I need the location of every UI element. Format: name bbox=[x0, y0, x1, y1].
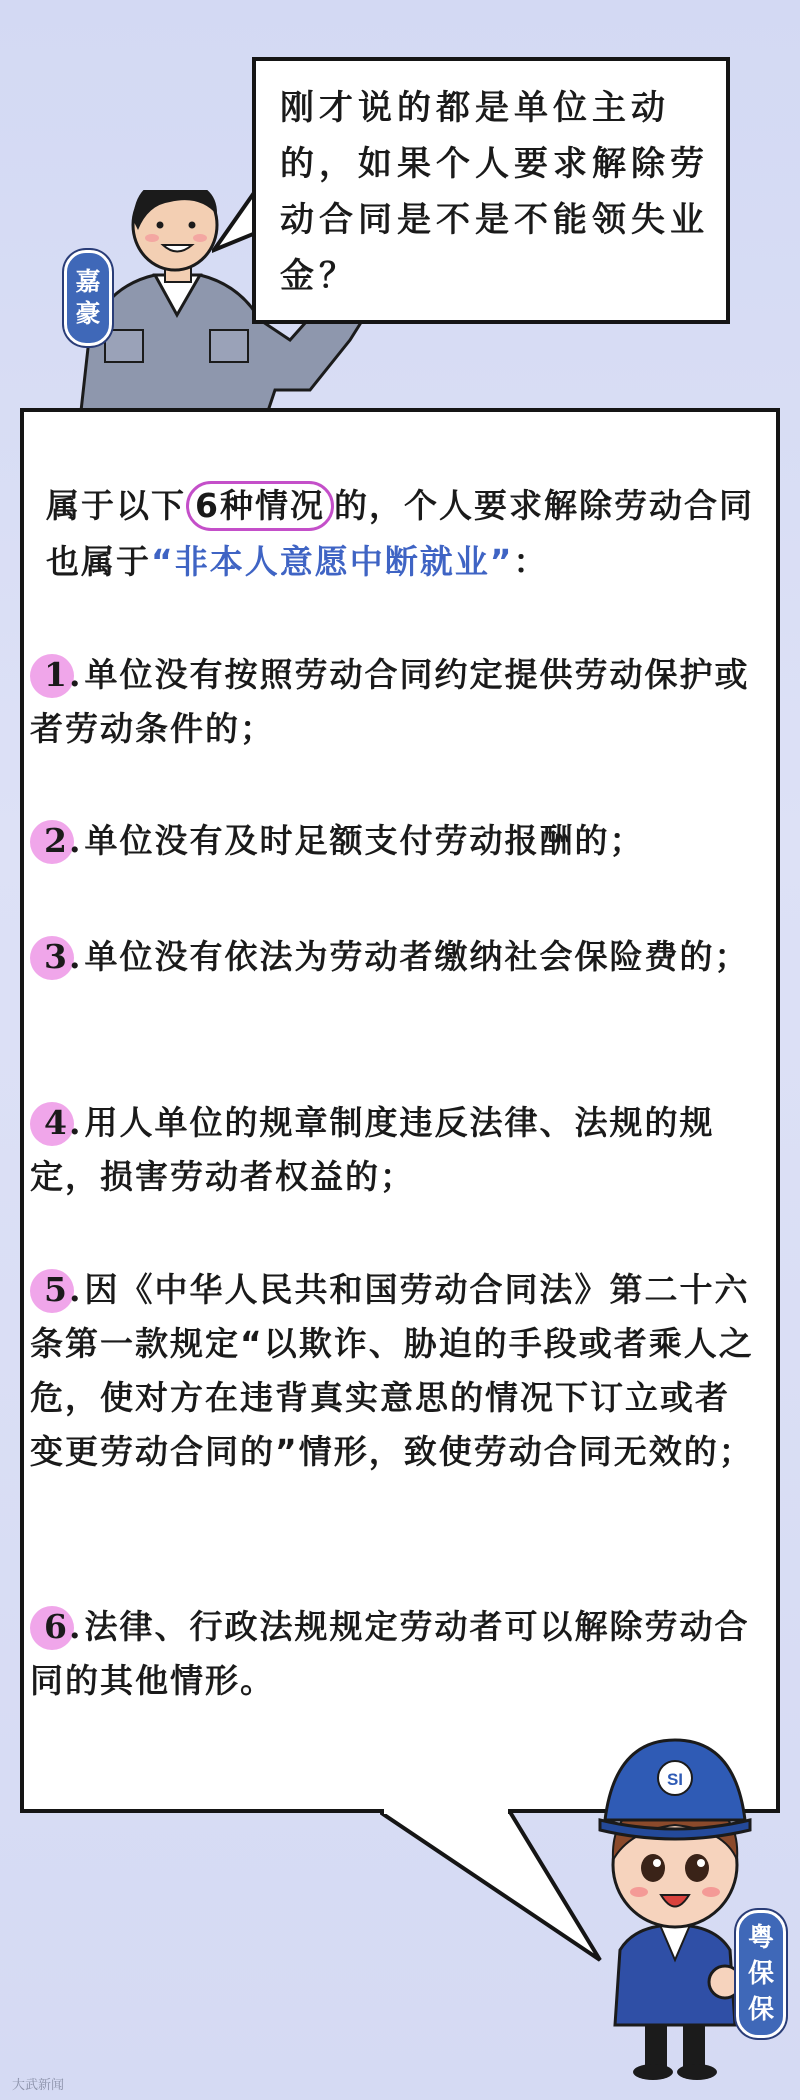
speaker-char: 豪 bbox=[75, 299, 101, 328]
list-item bbox=[30, 1600, 760, 1708]
item-number: 3. bbox=[30, 930, 82, 984]
item-number: 5. bbox=[30, 1263, 82, 1317]
intro-suffix: ： bbox=[513, 542, 549, 581]
list-item bbox=[30, 814, 760, 868]
speaker-char: 嘉 bbox=[75, 267, 101, 296]
item-number: 4. bbox=[30, 1096, 82, 1150]
six-situations-circled: 6种情况 bbox=[186, 481, 334, 531]
speaker-char: 粤 bbox=[747, 1923, 774, 1953]
item-number: 1. bbox=[30, 648, 82, 702]
non-voluntary-term: “非本人意愿中断就业” bbox=[151, 542, 514, 581]
item-text: 单位没有及时足额支付劳动报酬的； bbox=[84, 821, 645, 860]
list-item bbox=[30, 648, 760, 756]
speaker-name-tag-jiahao bbox=[64, 250, 112, 346]
list-item bbox=[30, 930, 760, 984]
item-text: 单位没有按照劳动合同约定提供劳动保护或者劳动条件的； bbox=[30, 655, 750, 748]
speaker-char: 保 bbox=[747, 1959, 774, 1989]
item-text: 单位没有依法为劳动者缴纳社会保险费的； bbox=[84, 937, 750, 976]
item-number: 2. bbox=[30, 814, 82, 868]
intro-prefix: 属于以下 bbox=[46, 486, 186, 525]
item-text: 用人单位的规章制度违反法律、法规的规定，损害劳动者权益的； bbox=[30, 1103, 715, 1196]
list-item bbox=[30, 1263, 760, 1479]
item-text: 因《中华人民共和国劳动合同法》第二十六条第一款规定“以欺诈、胁迫的手段或者乘人之危，使对方在违背真实意思的情况下订立或者变更劳动合同的”情形，致使劳动合同无效的； bbox=[30, 1270, 754, 1471]
item-text: 法律、行政法规规定劳动者可以解除劳动合同的其他情形。 bbox=[30, 1607, 750, 1700]
answer-intro bbox=[46, 478, 766, 590]
cap-logo-text: SI bbox=[666, 1770, 684, 1789]
question-text: 刚才说的都是单位主动的，如果个人要求解除劳动合同是不是不能领失业金？ bbox=[280, 88, 709, 296]
speaker-name-tag-yuebaobao bbox=[736, 1910, 786, 2038]
watermark: 大武新闻 bbox=[12, 2078, 65, 2093]
speaker-char: 保 bbox=[747, 1995, 774, 2025]
intro-middle: 的，个人要求解除劳动合同也属于 bbox=[46, 486, 754, 581]
item-number: 6. bbox=[30, 1600, 82, 1654]
list-item bbox=[30, 1096, 760, 1204]
